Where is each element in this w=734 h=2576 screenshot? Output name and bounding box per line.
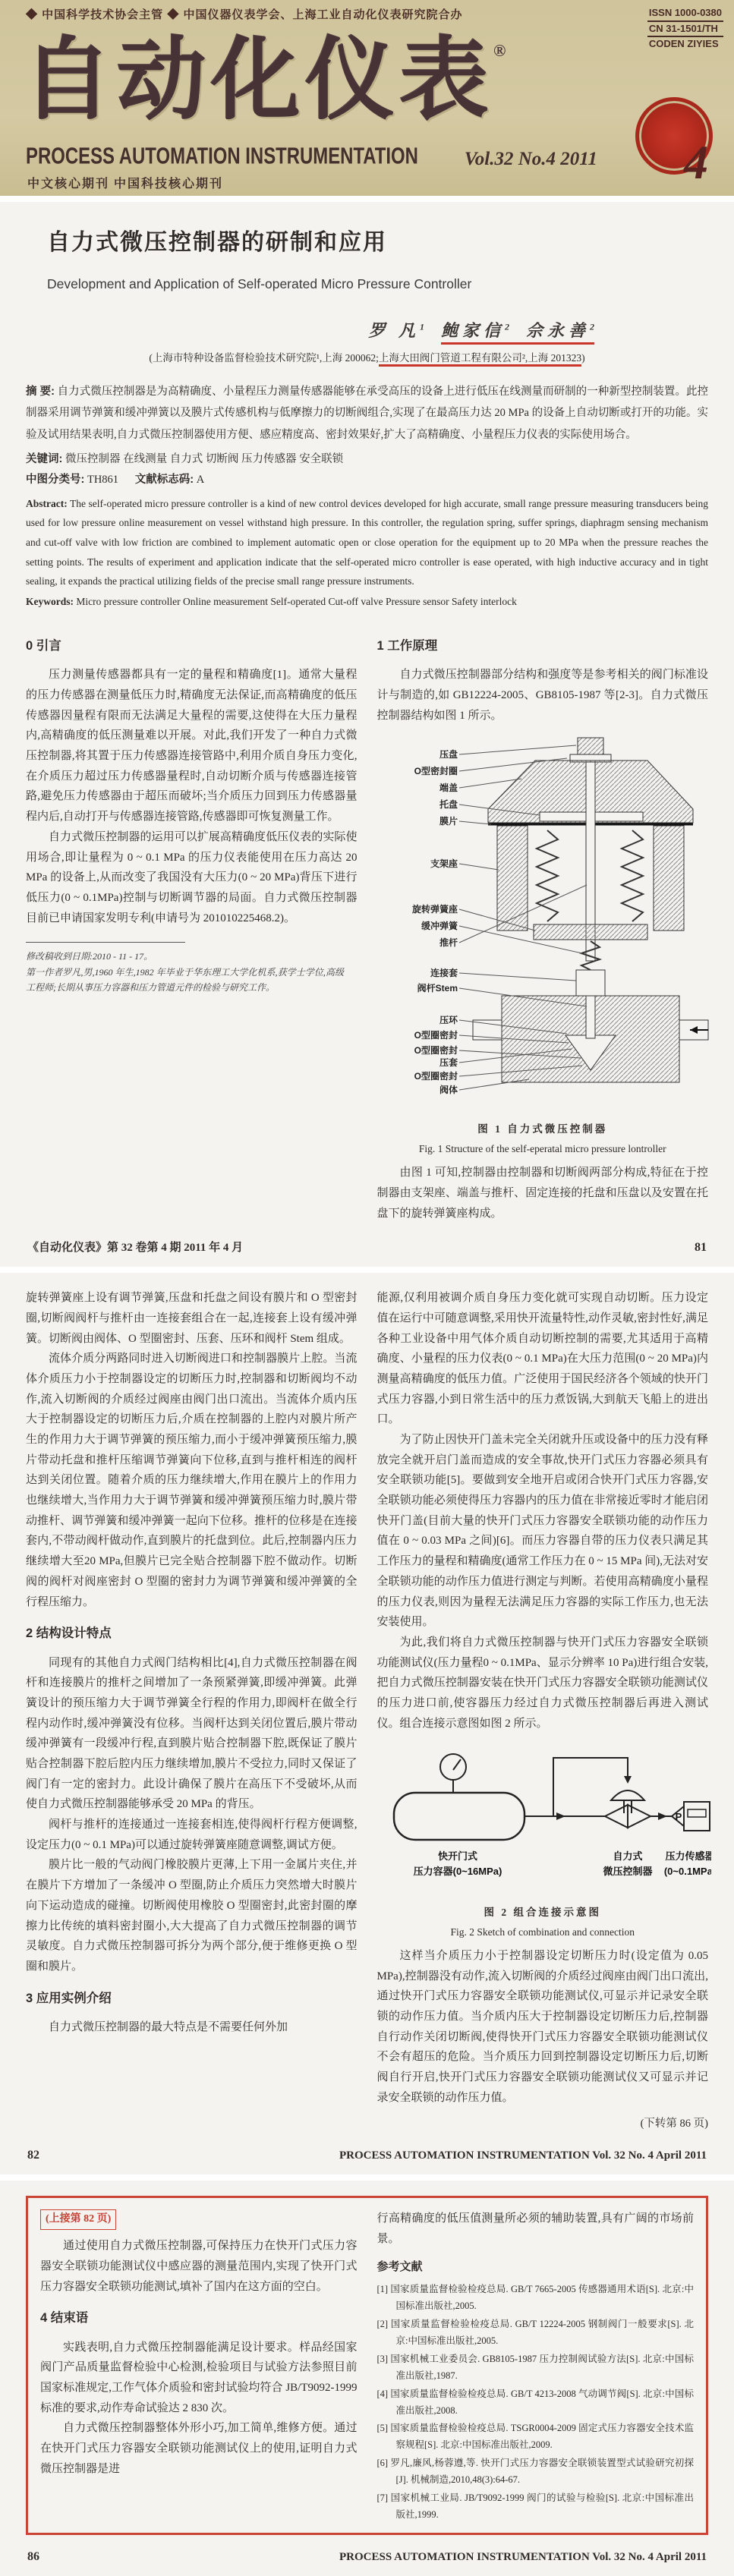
abstract-en-label: Abstract: xyxy=(26,497,68,509)
page2-left-paragraph-5: 膜片比一般的气动阀门橡胶膜片更薄,上下用一金属片夹住,并在膜片下方增加了一条缓冲 O 型圈,防止介质压力突然增大时膜片向下运动造成的碰撞。切断阀使用橡胶 O 型圈密封,此密封圈的摩擦力比传统的填料密封圈小,大大提高了自力式微压控制器的调节灵敏度。自力式微压控制器可拆分为两个部分,便于维修更换 O 型圈和膜片。 xyxy=(26,1859,358,1973)
article-title-cn: 自力式微压控制器的研制和应用 xyxy=(47,230,387,255)
page2-footer-journal: PROCESS AUTOMATION INSTRUMENTATION Vol. 32 No. 4 April 2011 xyxy=(339,2149,707,2162)
fig1-label-16: 阀体 xyxy=(439,1085,458,1096)
page-82 xyxy=(0,1273,734,2174)
reference-item: [6] 罗凡,廉风,杨蓉遵,等. 快开门式压力容器安全联锁装置型式试验研究初探[J]. 机械制造,2010,48(3):64-67. xyxy=(376,2458,694,2486)
continued-from-note: (上接第 82 页) xyxy=(40,2209,116,2230)
journal-name-en: PROCESS AUTOMATION INSTRUMENTATION xyxy=(26,142,418,169)
journal-logo-text: 自动化仪表 xyxy=(23,31,494,131)
coden-code: CODEN ZIYIES xyxy=(648,38,719,50)
abstract-cn: 摘 要: 自力式微压控制器是为高精确度、小量程压力测量传感器能够在承受高压的设备上进行低压在线测量而研制的一种新型控制装置。此控制器采用调节弹簧和缓冲弹簧以及膜片式传感机构与低摩擦力的切断阀组合,实现了在最高压力达 20 MPa 的设备上自动切断或打开的功能。实验及试用结果表明,自力式微压控制器使用方便、感应精度高、密封效果好,扩大了高精确度、小量程压力仪表的实际使用场合。 xyxy=(26,386,709,441)
section-0-heading: 0 引言 xyxy=(26,639,61,653)
references-heading: 参考文献 xyxy=(376,2260,423,2273)
keywords-cn: 关键词: 微压控制器 在线测量 自力式 切断阀 压力传感器 安全联锁 xyxy=(26,452,344,465)
author-line xyxy=(26,318,594,342)
page2-left-column xyxy=(26,1288,358,2134)
figure-2-drawing xyxy=(377,1741,711,1893)
reference-item: [5] 国家质量监督检验检疫总局. TSGR0004-2009 固定式压力容器安全技术监察规程[S]. 北京:中国标准出版社,2009. xyxy=(376,2423,694,2451)
fig1-label-3: 托盘 xyxy=(439,799,458,811)
page3-red-border-box xyxy=(26,2196,708,2534)
reference-item: [1] 国家质量监督检验检疫总局. GB/T 7665-2005 传感器通用术语[S]. 北京:中国标准出版社,2005. xyxy=(376,2284,694,2312)
fig1-label-12: O型圈密封 xyxy=(414,1030,458,1041)
fig1-label-5: 支架座 xyxy=(430,858,458,870)
page1-right-column xyxy=(377,625,709,1223)
page3-right-column xyxy=(377,2209,695,2524)
page2-right-paragraph-1: 能源,仅利用被调介质自身压力变化就可实现自动切断。压力设定值在运行中可随意调整,采用快开流量特性,动作灵敏,密封性好,满足各种工业设备中用气体介质自动切断控制的需要,尤其适用于高精确度、小量程的压力仪表(0 ~ 0.1 MPa)在大压力范围(0 ~ 20 MPa)内测量高精确度的低压力值。广泛使用于国民经济各个领域的快开门式压力容器,小到日常生活中的压力煮饭锅,大到航天飞船上的进出口。 xyxy=(376,1292,708,1426)
page-86 xyxy=(0,2181,734,2575)
page1-footer-journal: 《自动化仪表》第 32 卷第 4 期 2011 年 4 月 xyxy=(27,1242,244,1255)
page2-right-paragraph-3: 为此,我们将自力式微压控制器与快开门式压力容器安全联锁功能测试仪(压力量程0 ~ 0.1MPa、显示分辨率 10 Pa)进行组合安装,把自力式微压控制器安装在快开门式压力容器安全联锁功能测试仪的压力进口前,使容器压力经过自力式微压控制器后再进入测试仪。组合连接示意图如图 2 所示。 xyxy=(376,1636,708,1730)
page1-number: 81 xyxy=(695,1241,707,1255)
fig1-label-2: 端盖 xyxy=(439,783,458,794)
fig1-label-11: 压环 xyxy=(439,1015,458,1026)
fig2-sensor-label-2: (0~0.1MPa) xyxy=(663,1866,711,1878)
fig2-valve-label-1: 自力式 xyxy=(612,1850,643,1863)
reference-item: [4] 国家质量监督检验检疫总局. GB/T 4213-2008 气动调节阀[S]. 北京:中国标准出版社,2008. xyxy=(376,2388,694,2416)
article-title-en: Development and Application of Self-operated Micro Pressure Controller xyxy=(47,276,472,291)
footnote-received-date: 修改稿收到日期:2010 - 11 - 17。 xyxy=(26,951,153,962)
reference-item: [7] 国家机械工业局. JB/T9092-1999 阀门的试验与检验[S]. 北京:中国标准出版社,1999. xyxy=(376,2492,694,2520)
fig1-label-6: 旋转弹簧座 xyxy=(411,904,458,915)
journal-logo xyxy=(23,31,506,131)
figure-1-caption-cn: 图 1 自力式微压控制器 xyxy=(477,1123,608,1135)
cn-number: CN 31-1501/TH xyxy=(647,22,723,38)
reference-item: [2] 国家质量监督检验检疫总局. GB/T 12224-2005 钢制阀门一般要求[S]. 北京:中国标准出版社,2005. xyxy=(376,2319,694,2347)
continued-to-note: (下转第 86 页) xyxy=(640,2117,708,2130)
volume-issue-year: Vol.32 No.4 2011 xyxy=(464,149,597,169)
figure-2-caption-cn: 图 2 组合连接示意图 xyxy=(484,1907,601,1919)
registered-mark: ® xyxy=(493,41,506,60)
author-1: 罗 凡$^1$ xyxy=(368,321,424,340)
fig1-label-14: 压套 xyxy=(439,1057,458,1069)
page3-left-paragraph-2: 实践表明,自力式微压控制器能满足设计要求。样品经国家阀门产品质量监督检验中心检测,检验项目与试验方法参照目前国家标准规定,工作气体介质验和密封试验均符合 JB/T9092-1999 标准的要求,动作寿命试验达 2 830 次。 xyxy=(40,2341,358,2414)
page3-number: 86 xyxy=(27,2549,39,2563)
page2-left-paragraph-2: 流体介质分两路同时进入切断阀进口和控制器膜片上腔。当流体介质压力小于控制器设定的切断压力时,控制器和切断阀均不动作,流入切断阀的介质经过阀座由阀门出口流出。当流体介质内压大于控制器设定的切断压力后,介质在控制器的上腔内对膜片所产生的作用力大于调节弹簧的预压缩力,而小于缓冲弹簧预压缩力,膜片带动托盘和推杆压缩调节弹簧向下位移,直到与推杆相连的阀杆达到关闭位置。随着介质的压力继续增大,作用在膜片上的作用力也继续增大,当作用力大于调节弹簧和缓冲弹簧预压缩力时,膜片带动推杆、调节弹簧和缓冲弹簧一起向下位移。推杆的位移是在连接套内,不带动阀杆做动作,直到膜片的托盘到位。此后,控制器内压力继续增大至20 MPa,但膜片已完全贴合控制器下腔不做动作。切断阀的阀杆对阀座密封 O 型圈的密封力为调节弹簧和缓冲弹簧的全行程压缩力。 xyxy=(26,1353,358,1608)
page3-right-paragraph-1: 行高精确度的低压值测量所必须的辅助装置,具有广阔的市场前景。 xyxy=(376,2212,694,2246)
page2-left-paragraph-4: 阀杆与推杆的连接通过一连接套相连,使得阀杆行程方便调整,设定压力(0 ~ 0.1 MPa)可以通过旋转弹簧座随意调整,调试方便。 xyxy=(26,1819,358,1851)
issn-block xyxy=(647,6,723,52)
footnote xyxy=(26,949,344,995)
page2-number: 82 xyxy=(27,2149,39,2162)
footnote-first-author: 第一作者罗凡,男,1960 年生,1982 年毕业于华东理工大学化机系,获学士学位,高级工程师;长期从事压力容器和压力管道元件的检验与研究工作。 xyxy=(26,966,345,994)
section-1-paragraph-1: 自力式微压控制器部分结构和强度等是参考相关的阀门标准设计与制造的,如 GB12224-2005、GB8105-1987 等[2-3]。自力式微压控制器结构如图 1 所示。 xyxy=(376,669,708,722)
issue-number-big: 4 xyxy=(684,135,708,189)
affiliation-red-underline: 上海大田阀门管道工程有限公司²,上海 201323 xyxy=(379,352,581,367)
section-1-heading: 1 工作原理 xyxy=(376,639,438,653)
issn-number: ISSN 1000-0380 xyxy=(647,6,723,22)
section-3-heading: 3 应用实例介绍 xyxy=(26,1991,112,2005)
figure-2 xyxy=(377,1741,709,1941)
page1-left-column xyxy=(26,625,358,1223)
page3-left-paragraph-3: 自力式微压控制器整体外形小巧,加工简单,维修方便。通过在快开门式压力容器安全联锁功能测试仪上的使用,证明自力式微压控制器是进 xyxy=(40,2422,358,2475)
page2-right-paragraph-4: 这样当介质压力小于控制器设定切断压力时(设定值为 0.05 MPa),控制器没有动作,流入切断阀的介质经过阀座由阀门出口流出,通过快开门式压力容器安全联锁功能测试仪,可显示并记录安全联锁的动作压力值。当介质内压大于控制器设定切断压力后,控制器自行动作关闭切断阀,使得快开门式压力容器安全联锁功能测试仪不会有超压的危险。当介质压力回到控制器设定切断压力后,切断阀自行开启,快开门式压力容器安全联锁功能测试仪又可显示并记录安全联锁的动作压力值。 xyxy=(376,1950,708,2104)
fig2-valve-label-2: 微压控制器 xyxy=(602,1866,653,1878)
journal-masthead xyxy=(0,0,734,196)
page2-right-column xyxy=(377,1288,709,2134)
fig1-label-1: O型密封圈 xyxy=(414,766,458,777)
page-81 xyxy=(0,202,734,1267)
affiliation-line: (上海市特种设备监督检验技术研究院¹,上海 200062;上海大田阀门管道工程有限公司²,上海 201323) xyxy=(26,349,708,364)
abstract-cn-label: 摘 要: xyxy=(26,386,55,398)
page3-left-paragraph-1: 通过使用自力式微压控制器,可保持压力在快开门式压力容器安全联锁功能测试仪中感应器的测量范围内,实现了快开门式压力容器安全联锁功能测试,填补了国内在这方面的空白。 xyxy=(40,2240,358,2293)
reference-item: [3] 国家机械工业委员会. GB8105-1987 压力控制阀试验方法[S]. 北京:中国标准出版社,1987. xyxy=(376,2353,694,2381)
fig1-label-15: O型圈密封 xyxy=(414,1071,458,1082)
fig1-label-10: 阀杆Stem xyxy=(417,983,458,994)
clc-number: TH861 xyxy=(87,473,119,486)
figure-1-drawing xyxy=(377,733,710,1110)
author-2: 鲍家信$^2$ xyxy=(440,321,509,340)
page3-left-column xyxy=(40,2209,358,2524)
keywords-cn-label: 关键词: xyxy=(26,452,63,465)
document-code: A xyxy=(196,473,205,486)
keywords-en: Keywords: Micro pressure controller Online measurement Self-operated Cut-off valve Pressure sensor Safety interlock xyxy=(26,596,517,607)
abstract-en: Abstract: The self-operated micro pressure controller is a kind of new control devices developed for high accurate, small range pressure measuring transducers being used for low pressure online measurement on vessel withstand high pressure. In this controller, the regulation spring, suffer springs, diaphragm sensing mechanism and cut-off valve with low friction are combined to implement automatic open or close operation for the equipment up to 20 MPa when the pressure reaches the setting points. The results of experiment and application indicate that the self-operated micro controller is ease operated, with high inductive accuracy and in tight sealing, it expands the practical utilizing fields of the precise small range pressure instruments. xyxy=(26,497,708,587)
fig1-label-13: O型圈密封 xyxy=(414,1045,458,1057)
page3-footer-journal: PROCESS AUTOMATION INSTRUMENTATION Vol. 32 No. 4 April 2011 xyxy=(339,2550,707,2563)
section-4-heading: 4 结束语 xyxy=(40,2311,89,2326)
section-1-paragraph-2: 由图 1 可知,控制器由控制器和切断阀两部分构成,特征在于控制器由支架座、端盖与推杆、固定连接的托盘和压盘以及安置在托盘下的旋转弹簧座构成。 xyxy=(376,1167,708,1220)
figure-1-caption-en: Fig. 1 Structure of the self-eperatal micro pressure lontroller xyxy=(418,1143,666,1155)
fig2-vessel-label-1: 快开门式 xyxy=(437,1850,477,1863)
page2-left-paragraph-6: 自力式微压控制器的最大特点是不需要任何外加 xyxy=(49,2020,288,2033)
fig1-label-8: 推杆 xyxy=(439,937,458,949)
section-0-paragraph-2: 自力式微压控制器的运用可以扩展高精确度低压仪表的实际使用场合,即让量程为 0 ~ 0.1 MPa 的压力仪表能使用在压力高达 20 MPa 的设备上,从而改变了我国没有大压力(0 ~ 20 MPa)背压下进行低压力(0 ~ 0.1MPa)控制与切断调节器的局面。自力式微压控制器目前已申请国家发明专利(申请号为 201010225468.2)。 xyxy=(26,830,358,924)
references-list xyxy=(377,2282,695,2523)
page2-left-paragraph-3: 同现有的其他自力式阀门结构相比[4],自力式微压控制器在阀杆和连接膜片的推杆之间增加了一条预紧弹簧,即缓冲弹簧。此弹簧设计的预压缩力大于调节弹簧全行程的作用力,即阀杆在做全行程内动作时,缓冲弹簧没有位移。当阀杆达到关闭位置后,膜片带动缓冲弹簧有一段缓冲行程,直到膜片贴合控制器下腔,既保证了膜片贴合控制器下腔后腔内压力继续增加,膜片不受拉力,同时又保证了阀门有一定的密封力。此设计确保了膜片在高压下不受破坏,从而使自力式微压控制器能够承受 20 MPa 的背压。 xyxy=(26,1656,358,1811)
fig1-label-7: 缓冲弹簧 xyxy=(421,921,458,932)
fig1-label-0: 压盘 xyxy=(439,749,458,761)
fig2-p-mark: P xyxy=(675,1811,682,1823)
classification-line: 中图分类号: TH861 文献标志码: A xyxy=(26,473,205,486)
section-2-heading: 2 结构设计特点 xyxy=(26,1627,112,1641)
footnote-rule xyxy=(26,942,185,943)
fig2-vessel-label-2: 压力容器(0~16MPa) xyxy=(413,1866,502,1878)
section-0-paragraph-1: 压力测量传感器都具有一定的量程和精确度[1]。通常大量程的压力传感器在测量低压力时,精确度无法保证,而高精确度的低压传感器因量程有限而无法满足大量程的需要,这使得在大压力量程内,高精确度的低压测量难以开展。对此,我们开发了一种自力式微压控制器,将其置于压力传感器连接管路中,利用介质自身压力变化,在介质压力超过压力传感器量程时,自动切断介质与传感器连接管路,避免压力传感器由于超压而破坏;当介质压力回到压力传感器量程内后,自动打开与传感器连接管路,传感器即可恢复测量工作。 xyxy=(26,669,358,824)
author-3: 佘永善$^2$ xyxy=(525,321,594,340)
keywords-en-label: Keywords: xyxy=(26,596,74,607)
supervisor-line: ◆ 中国科学技术协会主管 ◆ 中国仪器仪表学会、上海工业自动化仪表研究院合办 xyxy=(26,8,463,21)
figure-1 xyxy=(377,733,709,1158)
figure-2-caption-en: Fig. 2 Sketch of combination and connection xyxy=(450,1926,635,1938)
page2-left-paragraph-1: 旋转弹簧座上设有调节弹簧,压盘和托盘之间设有膜片和 O 型密封圈,切断阀阀杆与推杆由一连接套组合在一起,连接套上设有缓冲弹簧。切断阀由阀体、O 型圈密封、压套、压环和阀杆 Stem 组成。 xyxy=(26,1292,358,1345)
red-annotation-underline xyxy=(441,321,594,345)
fig1-label-9: 连接套 xyxy=(430,968,458,979)
fig1-label-4: 膜片 xyxy=(439,816,458,827)
core-journal-line: 中文核心期刊 中国科技核心期刊 xyxy=(27,178,224,191)
page2-right-paragraph-2: 为了防止因快开门盖未完全关闭就升压或设备中的压力没有释放完全就开启门盖而造成的安全事故,快开门式压力容器必须具有安全联锁功能[5]。要做到安全地开启或闭合快开门式压力容器,安全联锁功能必须使得压力容器内的压力值在非常接近零时才能启闭快开门盖(目前大量的快开门式压力容器安全联锁功能的动作压力值在 0 ~ 0.03 MPa 之间)[6]。而压力容器自带的压力仪表只满足其工作压力的量程和精确度(通常工作压力在 0 ~ 15 MPa 间),无法对安全联锁功能的动作压力值进行测定与判断。若使用高精确度小量程的压力仪表,则因为量程无法满足压力容器的实际工作压力,也无法安装使用。 xyxy=(376,1434,708,1629)
fig2-sensor-label-1: 压力传感器 xyxy=(664,1850,711,1863)
